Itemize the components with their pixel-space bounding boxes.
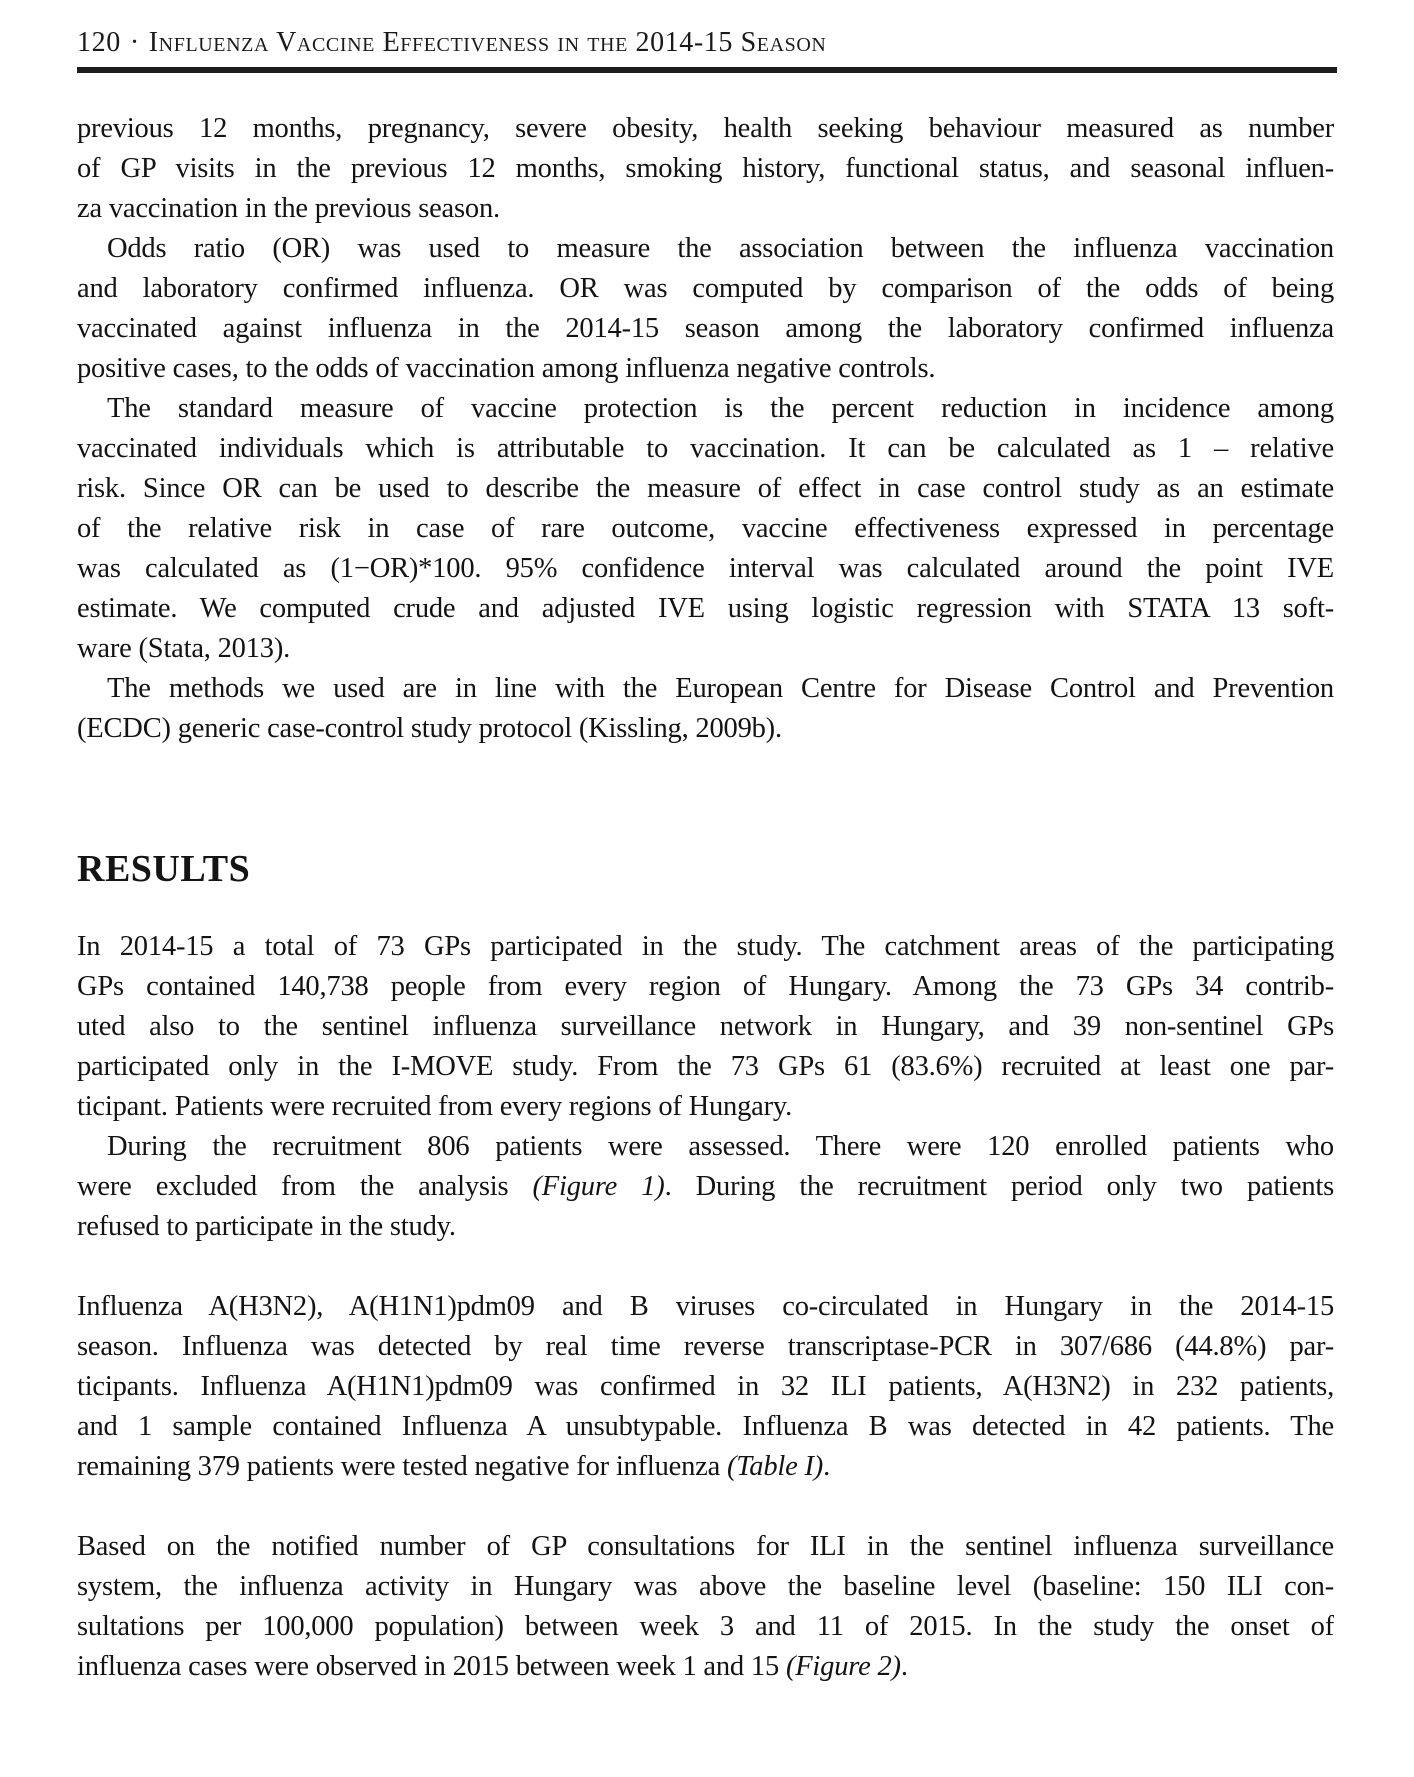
text-line: In 2014-15 a total of 73 GPs participated in the study. The catchment areas of the participating — [77, 931, 1334, 962]
intro-paragraphs — [77, 109, 1334, 749]
text-line: refused to participate in the study. — [77, 1211, 456, 1242]
results-paragraphs — [77, 927, 1334, 1687]
text-line: uted also to the sentinel influenza surveillance network in Hungary, and 39 non-sentinel GPs — [77, 1011, 1334, 1042]
text-line: system, the influenza activity in Hungary was above the baseline level (baseline: 150 ILI con- — [77, 1571, 1334, 1602]
text-line: The methods we used are in line with the European Centre for Disease Control and Prevention — [107, 673, 1334, 704]
text-line: Based on the notified number of GP consultations for ILI in the sentinel influenza surveillance — [77, 1531, 1334, 1562]
header-rule — [77, 67, 1337, 73]
text-column — [77, 109, 1334, 1687]
text-line: positive cases, to the odds of vaccination among influenza negative controls. — [77, 353, 936, 384]
section-heading-results: RESULTS — [77, 848, 251, 890]
running-title: Influenza Vaccine Effectiveness in the 2014-15 Season — [148, 27, 827, 58]
text-line: and laboratory confirmed influenza. OR was computed by comparison of the odds of being — [77, 273, 1334, 304]
text-line: and 1 sample contained Influenza A unsubtypable. Influenza B was detected in 42 patients. The — [77, 1411, 1334, 1442]
text-line: Odds ratio (OR) was used to measure the association between the influenza vaccination — [107, 233, 1334, 264]
text-line: was calculated as (1−OR)*100. 95% confidence interval was calculated around the point IVE — [77, 553, 1334, 584]
paragraph-vaccine-protection — [77, 389, 1334, 669]
text-line: were excluded from the analysis (Figure 1). During the recruitment period only two patients — [77, 1171, 1334, 1202]
text-line: risk. Since OR can be used to describe the measure of effect in case control study as an estimate — [77, 473, 1334, 504]
text-line: sultations per 100,000 population) between week 3 and 11 of 2015. In the study the onset of — [77, 1611, 1334, 1642]
paragraph-odds-ratio — [77, 229, 1334, 389]
text-line: remaining 379 patients were tested negative for influenza (Table I). — [77, 1451, 831, 1482]
running-header — [77, 27, 826, 59]
text-line: The standard measure of vaccine protection is the percent reduction in incidence among — [107, 393, 1334, 424]
paragraph-methods-continued — [77, 109, 1334, 229]
text-line: season. Influenza was detected by real time reverse transcriptase-PCR in 307/686 (44.8%) par- — [77, 1331, 1334, 1362]
text-line: ware (Stata, 2013). — [77, 633, 291, 664]
text-line: ticipant. Patients were recruited from every regions of Hungary. — [77, 1091, 793, 1122]
paragraph-ili-consultations — [77, 1527, 1334, 1687]
text-line: GPs contained 140,738 people from every region of Hungary. Among the 73 GPs 34 contrib- — [77, 971, 1334, 1002]
text-line: During the recruitment 806 patients were assessed. There were 120 enrolled patients who — [107, 1131, 1334, 1162]
text-line: of the relative risk in case of rare outcome, vaccine effectiveness expressed in percentage — [77, 513, 1334, 544]
paragraph-recruitment — [77, 1127, 1334, 1247]
text-line: estimate. We computed crude and adjusted IVE using logistic regression with STATA 13 soft- — [77, 593, 1334, 624]
header-separator: · — [129, 27, 140, 58]
text-line: ticipants. Influenza A(H1N1)pdm09 was confirmed in 32 ILI patients, A(H3N2) in 232 patients, — [77, 1371, 1334, 1402]
paragraph-influenza-detection — [77, 1287, 1334, 1487]
text-line: vaccinated individuals which is attributable to vaccination. It can be calculated as 1 – relative — [77, 433, 1334, 464]
text-line: previous 12 months, pregnancy, severe obesity, health seeking behaviour measured as number — [77, 113, 1334, 144]
text-line: vaccinated against influenza in the 2014-15 season among the laboratory confirmed influenza — [77, 313, 1334, 344]
page-number: 120 — [77, 27, 121, 58]
paragraph-ecdc-protocol — [77, 669, 1334, 749]
text-line: (ECDC) generic case-control study protocol (Kissling, 2009b). — [77, 713, 782, 744]
text-line: of GP visits in the previous 12 months, smoking history, functional status, and seasonal influen- — [77, 153, 1334, 184]
paragraph-gps-participation — [77, 927, 1334, 1127]
text-line: influenza cases were observed in 2015 between week 1 and 15 (Figure 2). — [77, 1651, 908, 1682]
text-line: participated only in the I-MOVE study. From the 73 GPs 61 (83.6%) recruited at least one par- — [77, 1051, 1334, 1082]
text-line: za vaccination in the previous season. — [77, 193, 500, 224]
text-line: Influenza A(H3N2), A(H1N1)pdm09 and B viruses co-circulated in Hungary in the 2014-15 — [77, 1291, 1334, 1322]
